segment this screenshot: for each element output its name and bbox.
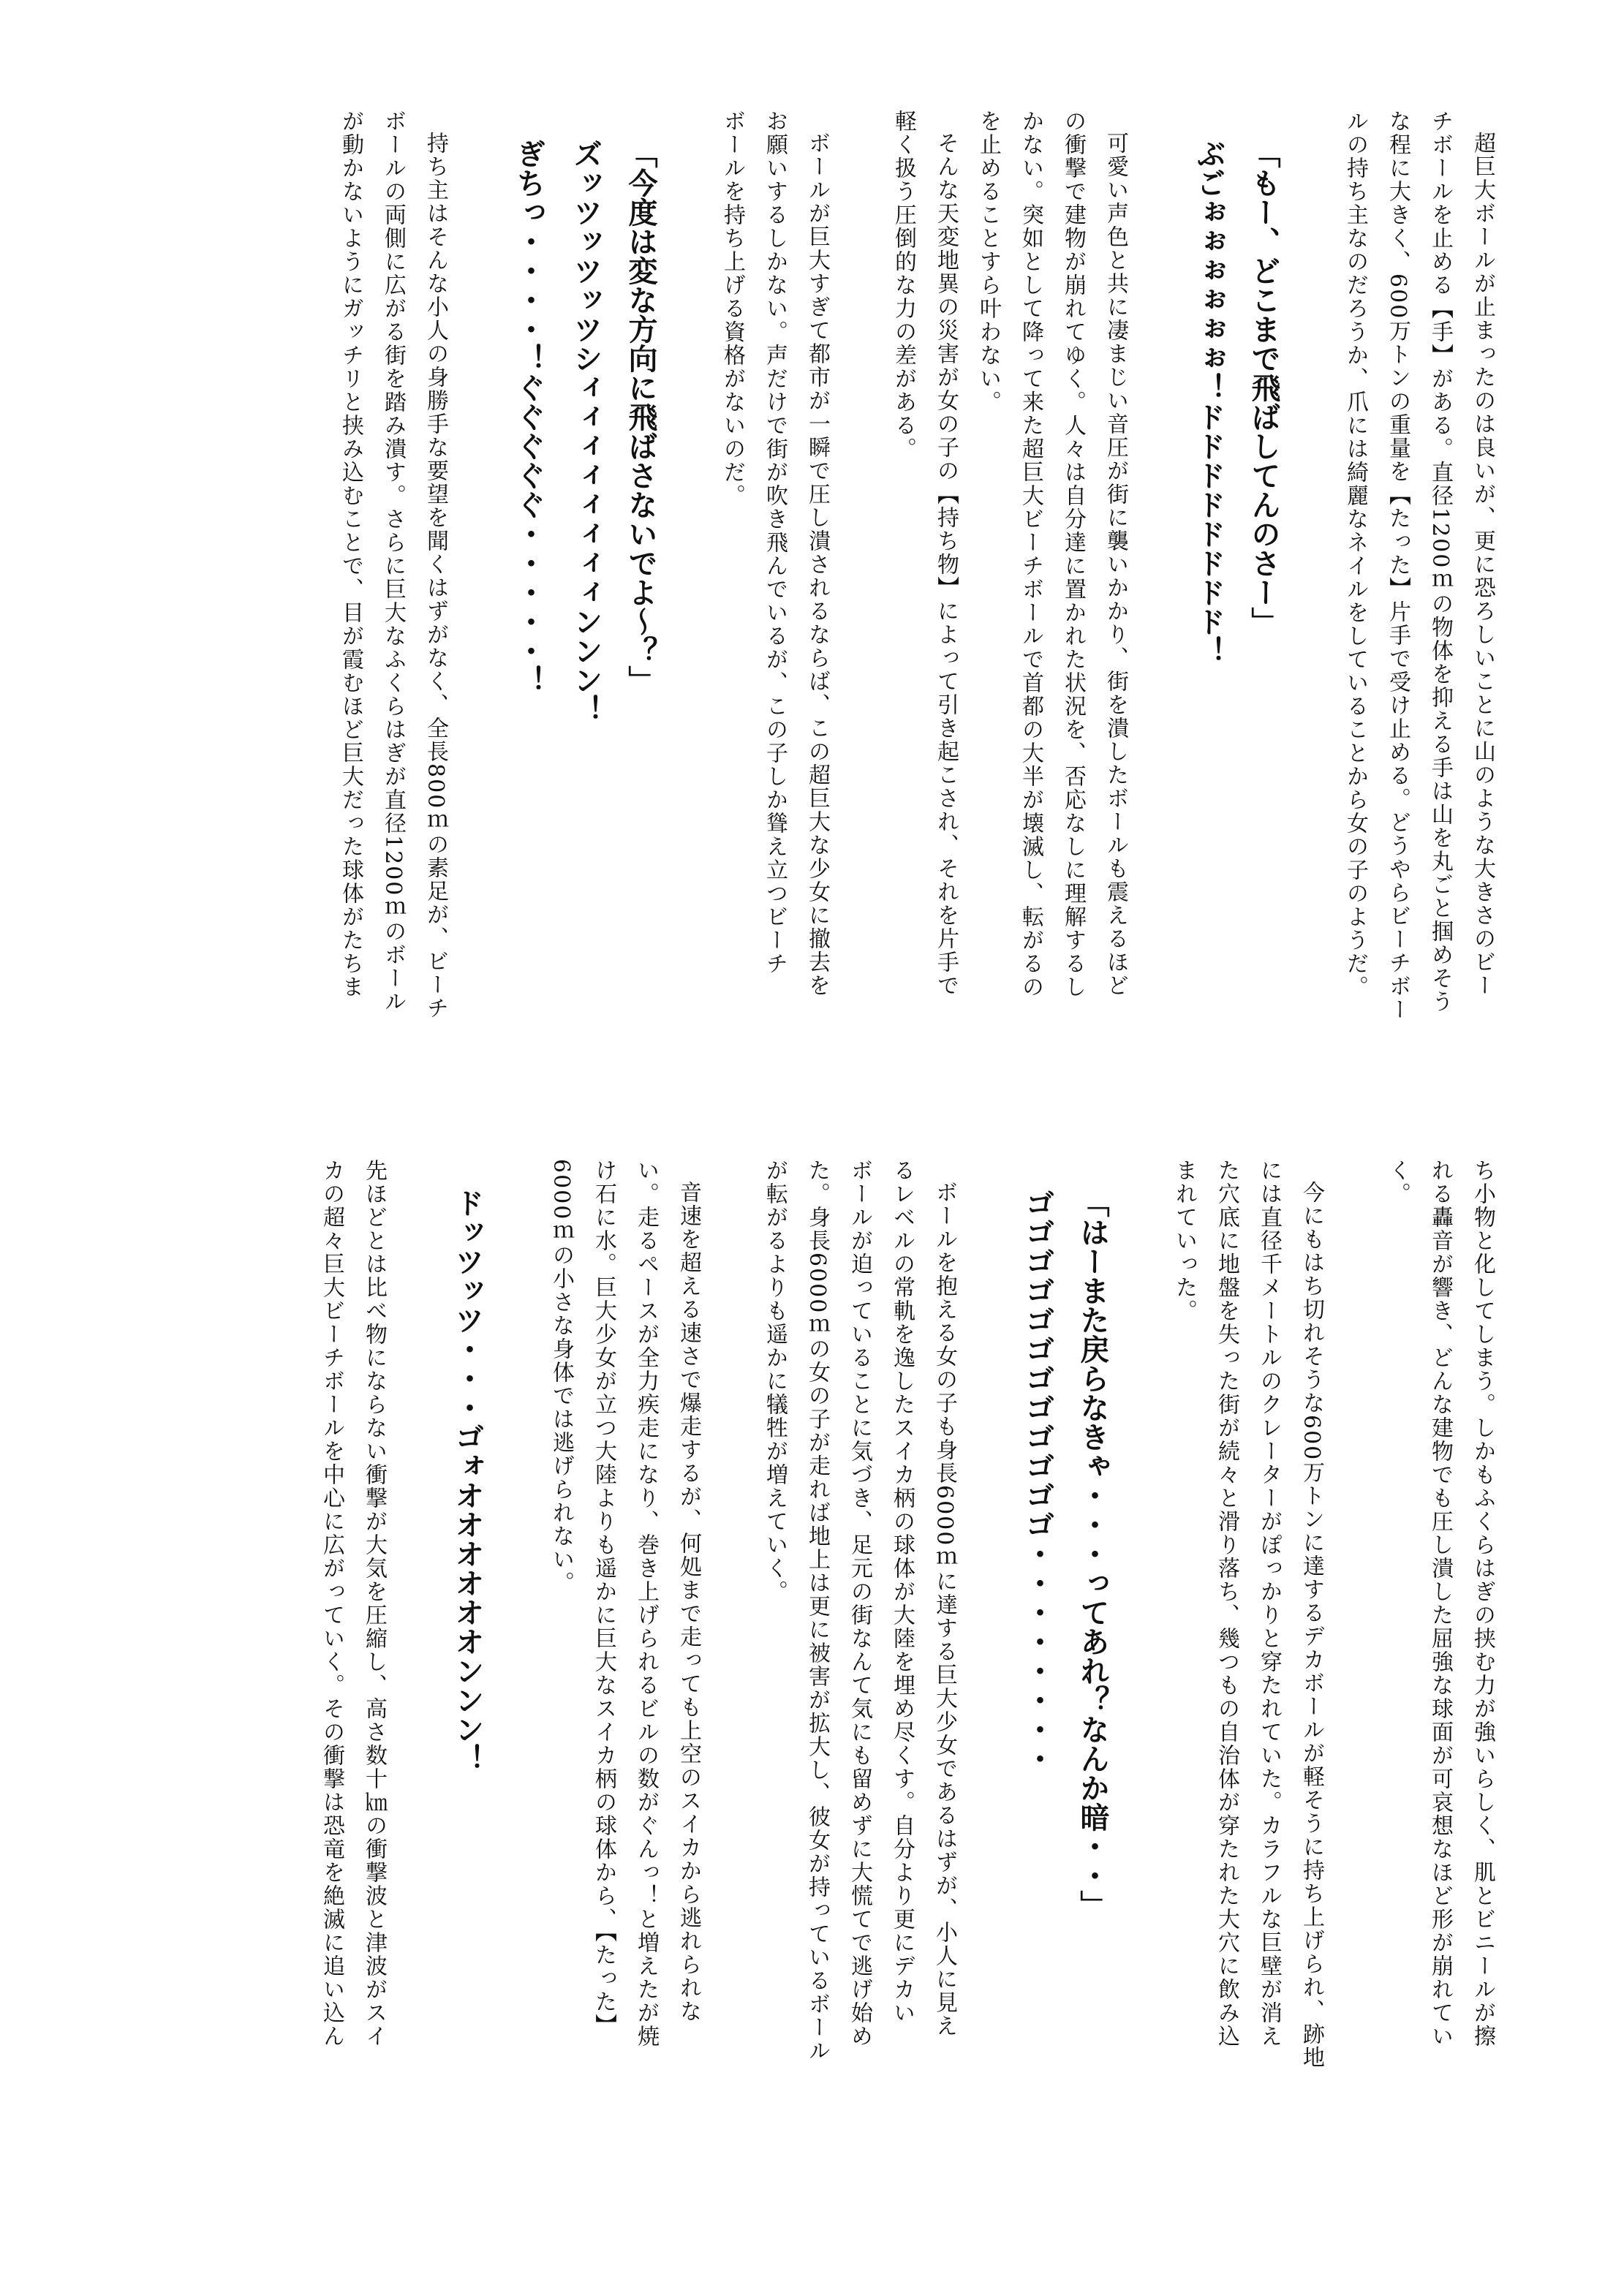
text-line: 今にもはち切れそうな600万トンに達するデカボールが軽そうに持ち上げられ、跡地 bbox=[1299, 1181, 1324, 2070]
text-line: お願いするしかない。声だけで街が吹き飛んでいるが、この子しか聳え立つビーチ bbox=[762, 110, 788, 975]
bottom-text-block bbox=[114, 1159, 1503, 2168]
text-line: 持ち主はそんな小人の身勝手な要望を聞くはずがなく、全長800ｍの素足が、ビーチ bbox=[423, 132, 448, 1021]
text-line: まれていった。 bbox=[1171, 1159, 1197, 1323]
sound-effect: ゴゴゴゴゴゴゴゴゴゴゴゴ・・・・・・・・ bbox=[1021, 1188, 1055, 1773]
text-line: く。 bbox=[1385, 1159, 1410, 1206]
spacer bbox=[709, 1159, 753, 2168]
text-line: れる轟音が響き、どんな建物でも圧し潰した屈強な球面が可哀想なほど形が崩れてい bbox=[1427, 1159, 1453, 2048]
spacer bbox=[1290, 110, 1334, 1104]
spacer bbox=[456, 110, 500, 1104]
text-line: ち小物と化してしまう。しかもふくらはぎの挟む力が強いらしく、肌とビニールが擦 bbox=[1470, 1159, 1495, 2048]
text-line: ボールを持ち上げる資格がないのだ。 bbox=[720, 110, 745, 507]
sound-effect: ドッツッツ・・・ゴォオオオオオオンンン！ bbox=[450, 1188, 485, 1773]
text-line: た。身長6000ｍの女の子が走れば地上は更に被害が拡大し、彼女が持っているボール bbox=[804, 1159, 830, 2063]
sound-effect: ズッツッツッツシィィィィィィィィンンン！ bbox=[569, 139, 603, 724]
text-line: ボールの両側に広がる街を踏み潰す。さらに巨大なふくらはぎが直径1200ｍのボール bbox=[380, 110, 406, 1014]
spacer bbox=[1136, 110, 1180, 1104]
text-line: ボールを抱える女の子も身長6000ｍに達する巨大少女であるはずが、小人に見え bbox=[932, 1181, 957, 2038]
text-line: な程に大きく、600万トンの重量を【たった】片手で受け止める。どうやらビーチボー bbox=[1385, 110, 1410, 1022]
dialog-line: 「もー、どこまで飛ばしてんのさー」 bbox=[1247, 139, 1281, 636]
sound-effect: ぎちっ・・・・！ぐぐぐぐぐ・・・・・！ bbox=[512, 139, 546, 695]
text-line: 先ほどとは比べ物にならない衝撃が大気を圧縮し、高さ数十㎞の衝撃波と津波がスイ bbox=[361, 1159, 387, 2048]
dialog-line: 「今度は変な方向に飛ばさないでよ～？」 bbox=[624, 139, 658, 695]
text-line: が転がるよりも遥かに犠牲が増えていく。 bbox=[762, 1159, 788, 1603]
spacer bbox=[1119, 1159, 1163, 2168]
text-line: カの超々巨大ビーチボールを中心に広がっていく。その衝撃は恐竜を絶滅に追い込ん bbox=[319, 1159, 344, 2048]
text-line: ルの持ち主なのだろうか、爪には綺麗なネイルをしていることから女の子のようだ。 bbox=[1342, 110, 1368, 999]
spacer bbox=[667, 110, 711, 1104]
text-line: の衝撃で建物が崩れてゆく。人々は自分達に置かれた状況を、否応なしに理解するし bbox=[1060, 110, 1086, 999]
text-line: かない。突如として降って来た超巨大ビーチボールで首都の大半が壊滅し、転がるの bbox=[1018, 110, 1043, 999]
text-line: チボールを止める【手】がある。直径1200ｍの物体を抑える手は山を丸ごと掴めそう bbox=[1427, 110, 1453, 1014]
dialog-line: 「はーまた戻らなきゃ・・・ってあれ？なんか暗・・」 bbox=[1076, 1188, 1110, 1919]
text-line: には直径千メートルのクレーターがぽっかりと穿たれていた。カラフルな巨壁が消え bbox=[1256, 1159, 1282, 2048]
text-line: 6000ｍの小さな身体では逃げられない。 bbox=[548, 1159, 574, 1595]
spacer bbox=[838, 110, 882, 1104]
text-line: 可愛い声色と共に凄まじい音圧が街に襲いかかり、街を潰したボールも震えるほど bbox=[1103, 132, 1128, 997]
text-line: を止めることすら叶わない。 bbox=[975, 110, 1001, 414]
spacer bbox=[496, 1159, 540, 2168]
text-line: た穴底に地盤を失った街が続々と滑り落ち、幾つもの自治体が穿たれた大穴に飲み込 bbox=[1214, 1159, 1239, 2048]
sound-effect: ぶごぉぉぉぉぉぉ！ドドドドドドドド！ bbox=[1192, 139, 1226, 665]
text-line: そんな天変地異の災害が女の子の【持ち物】によって引き起こされ、それを片手で bbox=[933, 132, 959, 997]
text-line: 軽く扱う圧倒的な力の差がある。 bbox=[891, 110, 916, 461]
text-line: 超巨大ボールが止まったのは良いが、更に恐ろしいことに山のような大きさのビー bbox=[1470, 132, 1495, 997]
text-line: ボールが巨大すぎて都市が一瞬で圧し潰されるならば、この超巨大な少女に撤去を bbox=[804, 132, 830, 997]
text-line: が動かないようにガッチリと挟み込むことで、目が霞むほど巨大だった球体がたちま bbox=[338, 110, 363, 999]
top-text-block bbox=[114, 110, 1503, 1104]
spacer bbox=[1332, 1159, 1376, 2168]
spacer bbox=[395, 1159, 439, 2168]
text-line: け石に水。巨大少女が立つ大陸よりも遥かに巨大なスイカ柄の球体から、【たった】 bbox=[591, 1159, 616, 2037]
text-line: るレベルの常軌を逸したスイカ柄の球体が大陸を埋め尽くす。自分より更にデカい bbox=[889, 1159, 915, 2025]
text-line: 音速を超える速さで爆走するが、何処まで走っても上空のスイカから逃れられな bbox=[676, 1181, 701, 2023]
text-line: い。走るペースが全力疾走になり、巻き上げられるビルの数がぐんっ！と増えたが焼 bbox=[633, 1159, 659, 2048]
text-line: ボールが迫っていることに気づき、足元の街なんて気にも留めずに大慌てで逃げ始め bbox=[847, 1159, 872, 2048]
spacer bbox=[965, 1159, 1009, 2168]
